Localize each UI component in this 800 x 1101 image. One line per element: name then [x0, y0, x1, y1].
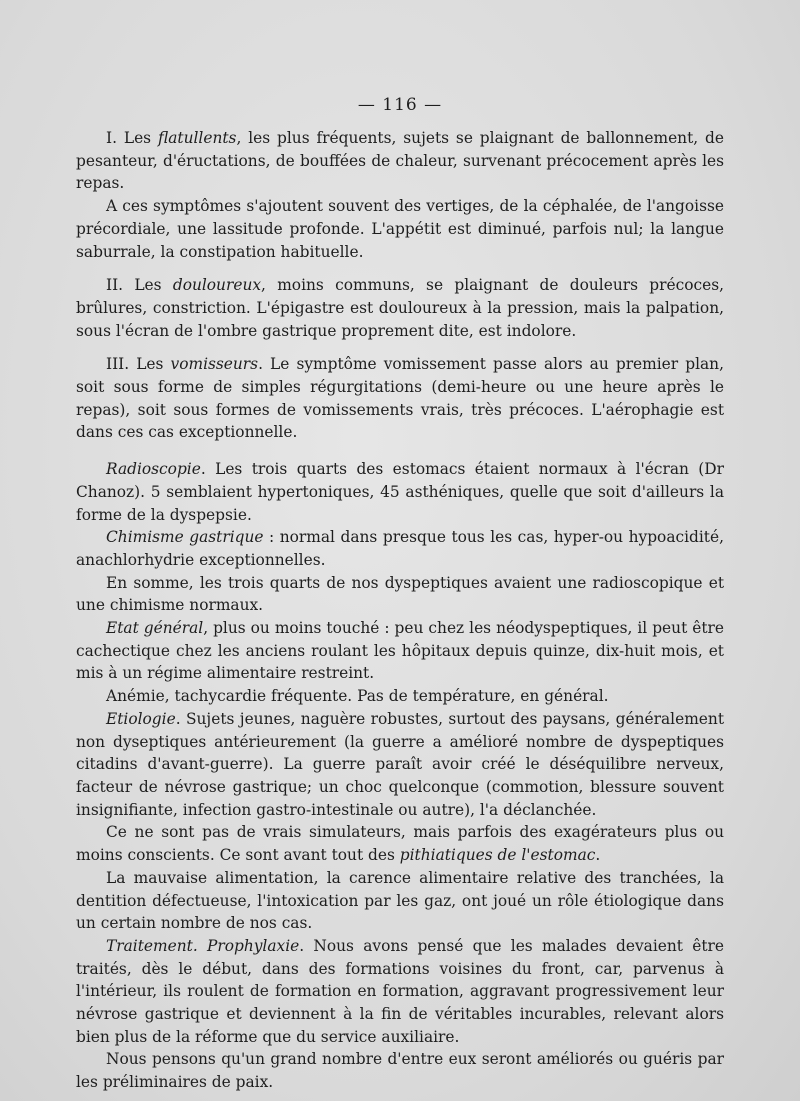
paragraph-anemie: Anémie, tachycardie fréquente. Pas de température, en général. [106, 687, 609, 706]
paragraph-douloureux: II. Les douloureux, moins communs, se plaignant de douleurs précoces, brûlures, constriction. L'épigastre est douloureux à la pression, mais la palpation, sous l'écran de l'ombre gastrique proprement dite, est indolore. [76, 276, 724, 340]
body-text [76, 127, 724, 1094]
paragraph-symptoms: A ces symptômes s'ajoutent souvent des vertiges, de la céphalée, de l'angoisse précordiale, une lassitude profonde. L'appétit est diminué, parfois nul; la langue saburrale, la constipation habituelle. [76, 197, 724, 261]
paragraph-alimentation: La mauvaise alimentation, la carence alimentaire relative des tranchées, la dentition défectueuse, l'intoxication par les gaz, ont joué un rôle étiologique dans un certain nombre de nos cas. [76, 868, 724, 933]
paragraph-traitement: Traitement. Prophylaxie. Nous avons pensé que les malades devaient être traités, dès le début, dans des formations voisines du front, car, parvenus à l'intérieur, ils roulent de formation en formation, aggravant progressivement leur névrose gastrique et deviennent à la fin de véritables incurables, relevant alors bien plus de la réforme que du service auxiliaire. [76, 936, 724, 1046]
paragraph-chimisme: Chimisme gastrique : normal dans presque tous les cas, hyper-ou hypoacidité, anachlorhydrie exceptionnelles. [76, 528, 724, 569]
paragraph-conclusion: Nous pensons qu'un grand nombre d'entre eux seront améliorés ou guéris par les préliminaires de paix. [76, 1050, 724, 1092]
paragraph-etiologie: Etiologie. Sujets jeunes, naguère robustes, surtout des paysans, généralement non dyseptiques antérieurement (la guerre a amélioré nombre de dyspeptiques citadins d'avant-guerre). La guerre paraît avoir créé le déséquilibre nerveux, facteur de névrose gastrique; un choc quelconque (commotion, blessure souvent insignifiante, infection gastro-intestinale ou autre), l'a déclanchée. [76, 709, 724, 819]
paragraph-radioscopie: Radioscopie. Les trois quarts des estomacs étaient normaux à l'écran (Dr Chanoz). 5 semblaient hypertoniques, 45 asthéniques, quelle que soit d'ailleurs la forme de la dyspepsie. [76, 460, 724, 524]
paragraph-simulateurs: Ce ne sont pas de vrais simulateurs, mais parfois des exagérateurs plus ou moins conscients. Ce sont avant tout des pithiatiques de l'estomac. [76, 823, 724, 865]
page-number: — 116 — [357, 95, 443, 115]
paragraph-en-somme: En somme, les trois quarts de nos dyspeptiques avaient une radioscopique et une chimisme normaux. [76, 573, 724, 615]
paragraph-vomisseurs: III. Les vomisseurs. Le symptôme vomissement passe alors au premier plan, soit sous forme de simples régurgitations (demi-heure ou une heure après le repas), soit sous formes de vomissements vrais, très précoces. L'aérophagie est dans ces cas exceptionnelle. [76, 355, 724, 442]
paragraph-etat-general: Etat général, plus ou moins touché : peu chez les néodyspeptiques, il peut être cachectique chez les anciens roulant les hôpitaux depuis quinze, dix-huit mois, et mis à un régime alimentaire restreint. [76, 619, 724, 683]
paragraph-flatulents: I. Les flatullents, les plus fréquents, sujets se plaignant de ballonnement, de pesanteur, d'éructations, de bouffées de chaleur, survenant précocement après les repas. [76, 129, 725, 193]
